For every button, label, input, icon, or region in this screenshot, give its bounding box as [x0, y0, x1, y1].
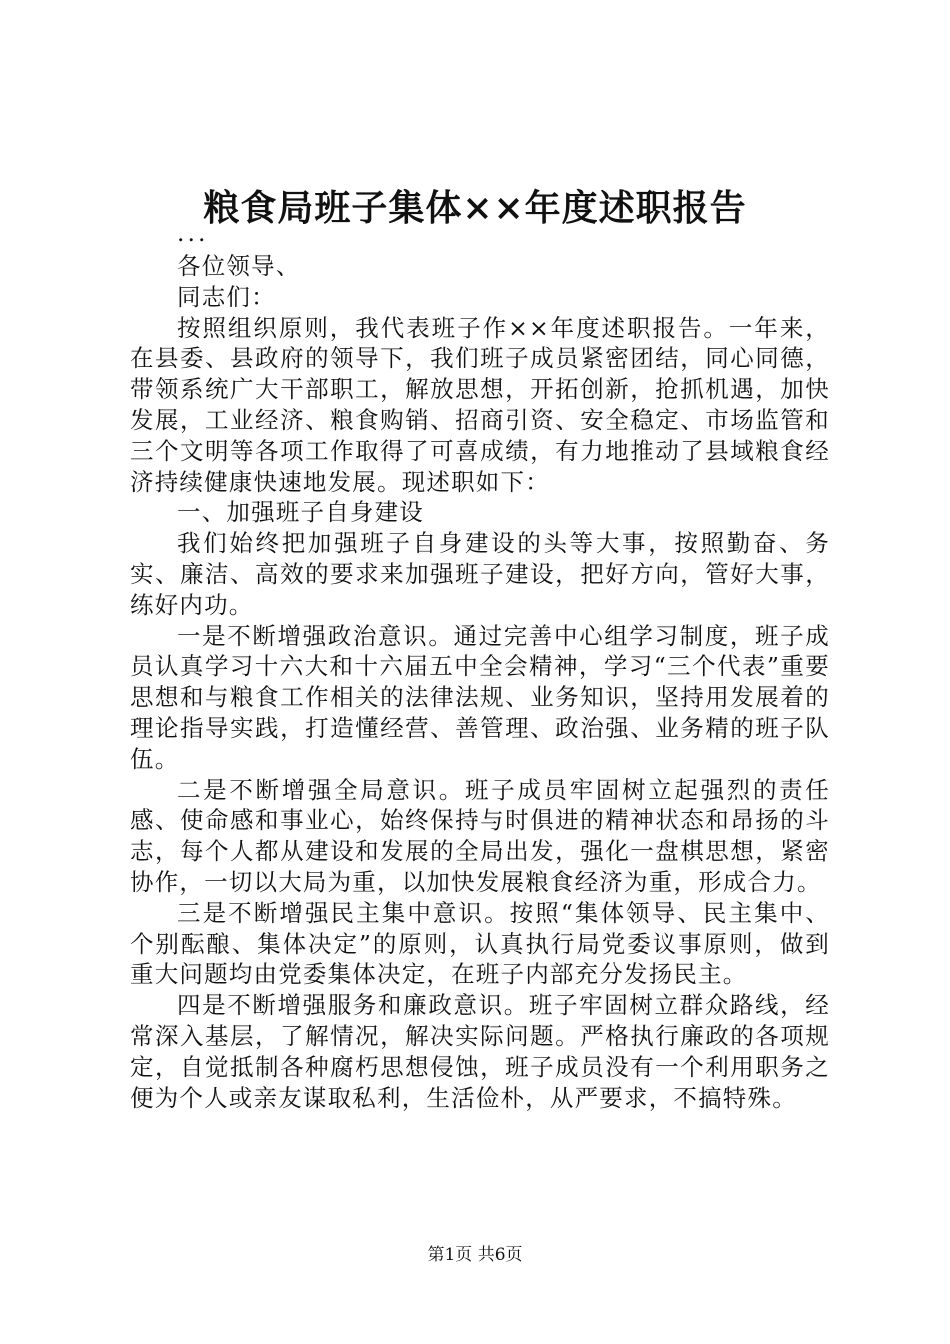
page-footer: 第1页 共6页 — [427, 1245, 523, 1265]
body-paragraph: 三是不断增强民主集中意识。按照“集体领导、民主集中、个别酝酿、集体决定”的原则，认真执行局党委议事原则，做到重大问题均由党委集体决定，在班子内部充分发扬民主。 — [130, 898, 830, 989]
document-body — [130, 219, 830, 1113]
body-paragraph: 一是不断增强政治意识。通过完善中心组学习制度，班子成员认真学习十六大和十六届五中全会精神，学习“三个代表”重要思想和与粮食工作相关的法律法规、业务知识，坚持用发展着的理论指导实践，打造懂经营、善管理、政治强、业务精的班子队伍。 — [130, 621, 830, 773]
intro-paragraph: 按照组织原则，我代表班子作××年度述职报告。一年来，在县委、县政府的领导下，我们班子成员紧密团结，同心同德，带领系统广大干部职工，解放思想，开拓创新，抢抓机遇，加快发展，工业经济、粮食购销、招商引资、安全稳定、市场监管和三个文明等各项工作取得了可喜成绩，有力地推动了县域粮食经济持续健康快速地发展。现述职如下： — [130, 313, 830, 496]
section-heading: 一、加强班子自身建设 — [177, 498, 424, 527]
body-paragraph: 我们始终把加强班子自身建设的头等大事，按照勤奋、务实、廉洁、高效的要求来加强班子建设，把好方向，管好大事，练好内功。 — [130, 529, 830, 619]
ellipsis-text: ... — [177, 219, 209, 247]
body-paragraph: 四是不断增强服务和廉政意识。班子牢固树立群众路线，经常深入基层，了解情况，解决实际问题。严格执行廉政的各项规定，自觉抵制各种腐朽思想侵蚀，班子成员没有一个利用职务之便为个人或亲友谋取私利，生活俭朴，从严要求，不搞特殊。 — [130, 991, 830, 1112]
document-title: 粮食局班子集体××年度述职报告 — [203, 187, 747, 229]
salutation-comrades: 同志们： — [177, 282, 276, 311]
salutation-leaders: 各位领导、 — [177, 252, 301, 280]
body-paragraph: 二是不断增强全局意识。班子成员牢固树立起强烈的责任感、使命感和事业心，始终保持与时俱进的精神状态和昂扬的斗志，每个人都从建设和发展的全局出发，强化一盘棋思想，紧密协作，一切以大局为重，以加快发展粮食经济为重，形成合力。 — [130, 775, 830, 896]
